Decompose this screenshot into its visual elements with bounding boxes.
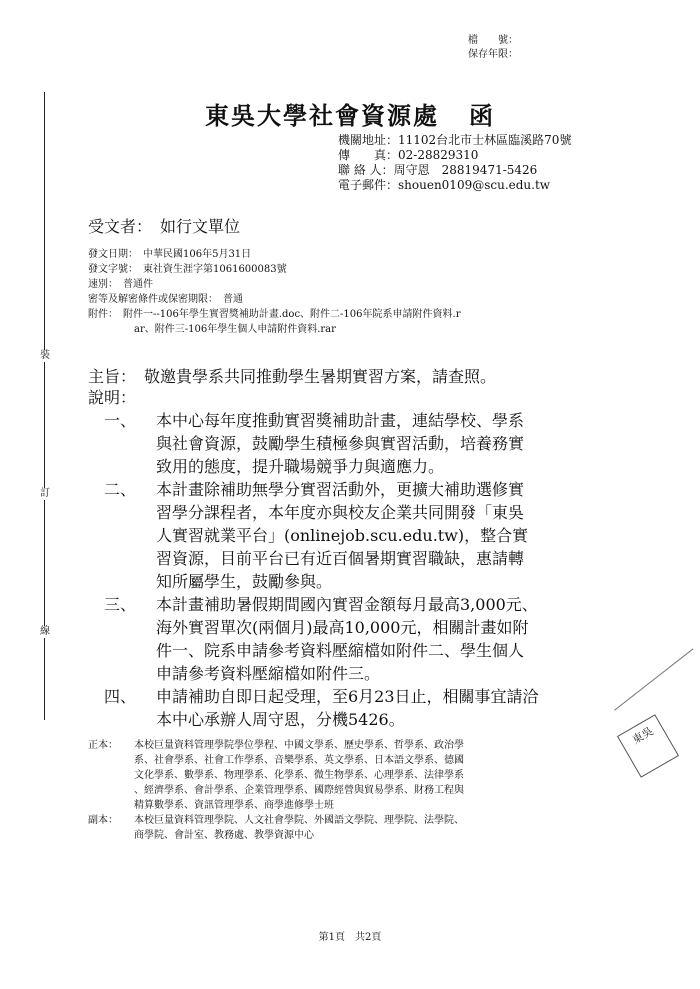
primary-line: 系、社會學系、社會工作學系、音樂學系、英文學系、日本語文學系、德國	[134, 755, 464, 766]
primary-line: 本校巨量資料管理學院學位學程、中國文學系、歷史學系、哲學系、政治學	[134, 740, 464, 751]
item-line: 件一、院系申請參考資料壓縮檔如附件二、學生個人	[156, 641, 525, 660]
copy-line: 本校巨量資料管理學院、人文社會學院、外國語文學院、理學院、法學院、	[134, 815, 464, 826]
official-stamp	[612, 700, 700, 800]
item-number: 二、	[104, 480, 137, 499]
item-line: 知所屬學生，鼓勵參與。	[156, 572, 333, 591]
subject-block	[88, 366, 496, 408]
stamp-text: 東吳	[629, 724, 656, 747]
item-line: 人實習就業平台」(onlinejob.scu.edu.tw)，整合實	[156, 526, 529, 545]
item-line: 本計畫除補助無學分實習活動外，更擴大補助選修實	[156, 480, 525, 499]
contact-person: 聯 絡 人：周守恩 28819471-5426	[338, 163, 538, 177]
email: 電子郵件：shouen0109@scu.edu.tw	[338, 178, 551, 192]
stamp-line	[614, 648, 693, 710]
org-name: 東吳大學社會資源處	[205, 101, 439, 130]
item-line: 與社會資源，鼓勵學生積極參與實習活動，培養務實	[156, 434, 525, 453]
speed: 速別： 普通件	[88, 279, 153, 290]
item-line: 本中心承辦人周守恩，分機5426。	[156, 710, 405, 729]
doc-number: 發文字號： 東社資生涯字第1061600083號	[88, 264, 287, 275]
archive-fields	[468, 34, 534, 62]
file-number-label: 檔 號：	[468, 35, 518, 46]
item-number: 一、	[104, 411, 137, 430]
explanation-label: 說明：	[88, 388, 137, 407]
recipient: 受文者： 如行文單位	[88, 217, 241, 236]
attachments-line-2: ar、附件三-106年學生個人申請附件資料.rar	[134, 324, 336, 335]
explanation-item	[104, 478, 616, 593]
distribution-block	[88, 738, 464, 843]
subject-main: 主旨： 敬邀貴學系共同推動學生暑期實習方案，請查照。	[88, 367, 497, 386]
issue-date: 發文日期： 中華民國106年5月31日	[88, 249, 252, 260]
item-line: 本計畫補助暑假期間國內實習金額每月最高3,000元、	[156, 595, 538, 614]
primary-label: 正本：	[88, 740, 118, 751]
primary-line: 文化學系、數學系、物理學系、化學系、微生物學系、心理學系、法律學系	[134, 770, 464, 781]
primary-line: 、經濟學系、會計學系、企業管理學系、國際經營與貿易學系、財務工程與	[134, 785, 464, 796]
item-line: 本中心每年度推動實習獎補助計畫，連結學校、學系	[156, 411, 525, 430]
item-line: 申請補助自即日起受理，至6月23日止，相關事宜請洽	[156, 687, 539, 706]
item-line: 申請參考資料壓縮檔如附件三。	[156, 664, 381, 683]
contact-block	[338, 133, 571, 193]
meta-block	[88, 247, 460, 337]
primary-recipients	[88, 738, 464, 813]
document-title	[0, 96, 700, 131]
item-line: 習學分課程者，本年度亦與校友企業共同開發「東吳	[156, 503, 525, 522]
page-number: 第1頁 共2頁	[318, 932, 382, 943]
item-number: 四、	[104, 687, 137, 706]
security-level: 密等及解密條件或保密期限： 普通	[88, 294, 243, 305]
attachments-line-1: 附件： 附件一--106年學生實習獎補助計畫.doc、附件二-106年院系申請附件資料.r	[88, 309, 461, 320]
item-line: 習資源，目前平台已有近百個暑期實習職缺，惠請轉	[156, 549, 525, 568]
binding-label-bottom: 線	[37, 626, 53, 638]
binding-label-top: 裝	[37, 350, 53, 362]
binding-label-middle: 訂	[37, 488, 53, 500]
fax: 傳 真：02-28829310	[338, 148, 479, 162]
primary-line: 精算數學系、資訊管理學系、商學進修學士班	[134, 800, 334, 811]
explanation-item	[104, 409, 616, 478]
explanation-item	[104, 685, 616, 731]
copy-line: 商學院、會計室、教務處、教學資源中心	[134, 830, 314, 841]
copy-label: 副本：	[88, 815, 118, 826]
item-line: 致用的態度，提升職場競爭力與適應力。	[156, 457, 445, 476]
item-line: 海外實習單次(兩個月)最高10,000元，相關計畫如附	[156, 618, 529, 637]
explanation-item	[104, 593, 616, 685]
explanation-items	[104, 409, 616, 731]
address: 機關地址：11102台北市士林區臨溪路70號	[338, 133, 572, 147]
copy-recipients	[88, 813, 464, 843]
retention-label: 保存年限：	[468, 49, 518, 60]
item-number: 三、	[104, 595, 137, 614]
doc-type: 函	[469, 101, 495, 130]
